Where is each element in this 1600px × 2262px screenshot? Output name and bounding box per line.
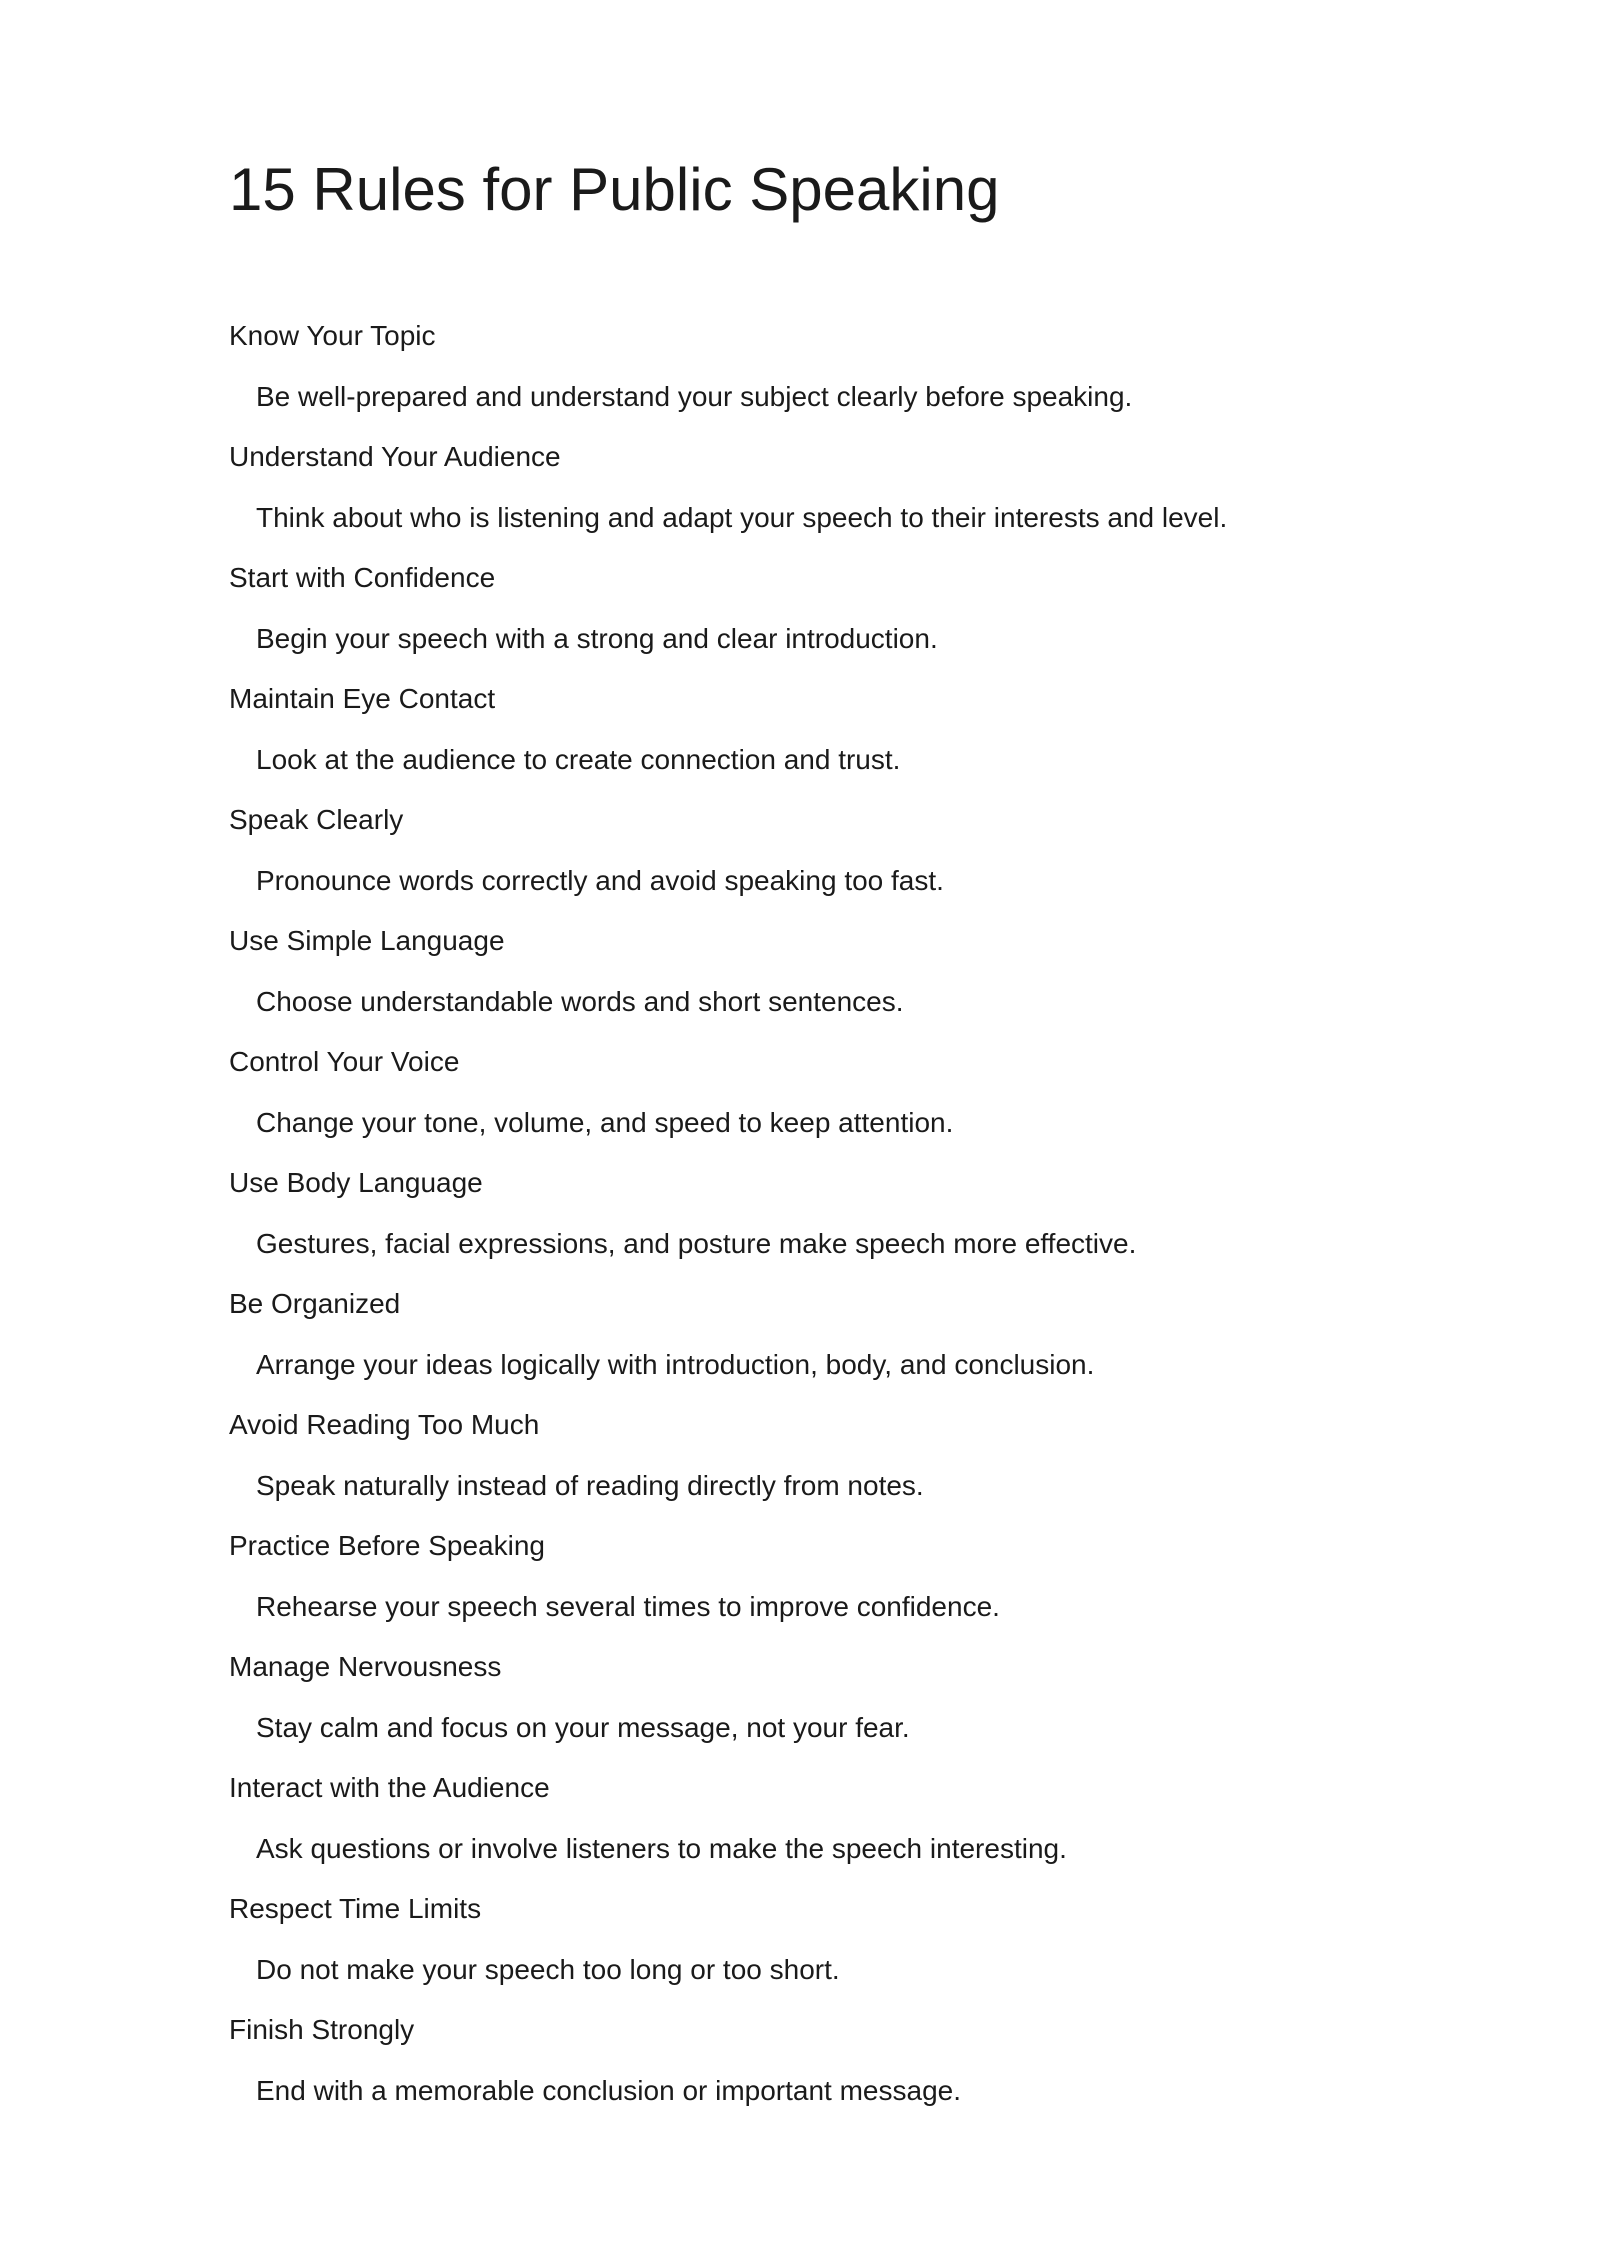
rule-name: Be Organized <box>229 1288 401 1319</box>
rule-description: Rehearse your speech several times to improve confidence. <box>256 1590 1000 1622</box>
rule-item <box>229 1891 1479 2012</box>
rule-item <box>229 1407 1479 1528</box>
rule-name: Speak Clearly <box>229 804 404 835</box>
rule-item <box>229 1165 1479 1286</box>
rule-name: Respect Time Limits <box>229 1893 482 1924</box>
rule-description: Look at the audience to create connection and trust. <box>256 743 901 775</box>
rule-item <box>229 2012 1479 2133</box>
rule-item <box>229 681 1479 802</box>
rule-description: Ask questions or involve listeners to make the speech interesting. <box>256 1832 1067 1864</box>
rule-name: Maintain Eye Contact <box>229 683 496 714</box>
rule-description: End with a memorable conclusion or important message. <box>256 2074 962 2106</box>
rule-description: Arrange your ideas logically with introduction, body, and conclusion. <box>256 1348 1095 1380</box>
rule-description: Pronounce words correctly and avoid speaking too fast. <box>256 864 944 896</box>
rule-description: Choose understandable words and short sentences. <box>256 985 904 1017</box>
rule-item <box>229 1770 1479 1891</box>
rule-item <box>229 802 1479 923</box>
rule-name: Understand Your Audience <box>229 441 561 472</box>
rule-description: Do not make your speech too long or too short. <box>256 1953 840 1985</box>
rule-item <box>229 1528 1479 1649</box>
rule-name: Practice Before Speaking <box>229 1530 545 1561</box>
rule-item <box>229 318 1479 439</box>
rule-description: Be well-prepared and understand your subject clearly before speaking. <box>256 380 1133 412</box>
rule-description: Stay calm and focus on your message, not your fear. <box>256 1711 910 1743</box>
rule-name: Start with Confidence <box>229 562 496 593</box>
rule-name: Know Your Topic <box>229 320 436 351</box>
rule-name: Control Your Voice <box>229 1046 460 1077</box>
rule-name: Manage Nervousness <box>229 1651 502 1682</box>
rule-name: Avoid Reading Too Much <box>229 1409 540 1440</box>
rules-list <box>229 318 1479 2133</box>
rule-description: Gestures, facial expressions, and posture make speech more effective. <box>256 1227 1137 1259</box>
rule-name: Finish Strongly <box>229 2014 415 2045</box>
rule-description: Speak naturally instead of reading directly from notes. <box>256 1469 924 1501</box>
rule-item <box>229 439 1479 560</box>
rule-description: Think about who is listening and adapt your speech to their interests and level. <box>256 501 1228 533</box>
rule-name: Use Simple Language <box>229 925 505 956</box>
rule-item <box>229 1044 1479 1165</box>
rule-item <box>229 1649 1479 1770</box>
rule-item <box>229 560 1479 681</box>
rule-description: Begin your speech with a strong and clear introduction. <box>256 622 938 654</box>
rule-item <box>229 923 1479 1044</box>
rule-item <box>229 1286 1479 1407</box>
rule-name: Interact with the Audience <box>229 1772 550 1803</box>
document-title: 15 Rules for Public Speaking <box>229 156 1000 223</box>
rule-name: Use Body Language <box>229 1167 483 1198</box>
rule-description: Change your tone, volume, and speed to keep attention. <box>256 1106 954 1138</box>
